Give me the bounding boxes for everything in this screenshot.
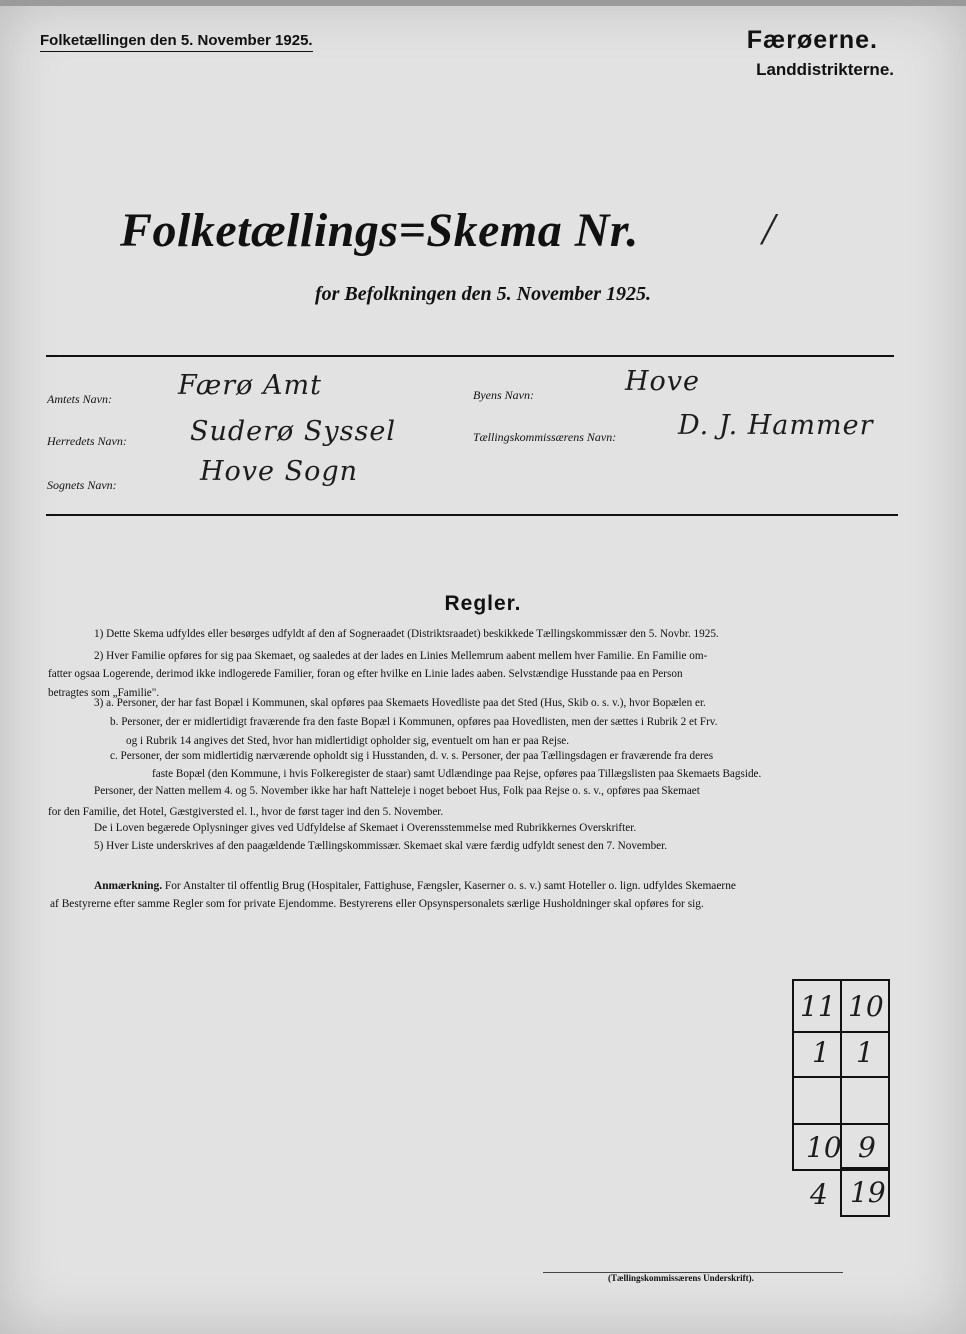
district-header: Landdistrikterne. — [756, 60, 894, 79]
herred-label: Herredets Navn: — [47, 434, 127, 448]
census-date-header: Folketællingen den 5. November 1925. — [40, 32, 313, 52]
tally-divider — [792, 1123, 888, 1125]
tally-cell: 9 — [858, 1131, 876, 1164]
regel-line: for den Familie, det Hotel, Gæstgiversted el. l., hvor de først tager ind den 5. November. — [48, 806, 444, 818]
regel-line: 1) Dette Skema udfyldes eller besørges udfyldt af den af Sogneraadet (Distriktsraadet) beskikkede Tællingskommissær den 5. Novbr. 1925. — [94, 628, 719, 640]
sogn-value: Hove Sogn — [200, 456, 359, 487]
regel-line: og i Rubrik 14 angives det Sted, hvor han midlertidigt opholder sig, eventuelt om han er paa Rejse. — [126, 735, 570, 747]
regel-line: fatter ogsaa Logerende, derimod ikke indlogerede Familier, foran og efter hvilke en Linie lades aaben. Selvstændige Husstande paa en Person — [48, 668, 683, 680]
tally-cell: 1 — [812, 1036, 830, 1069]
regel-line: 2) Hver Familie opføres for sig paa Skemaet, og saaledes at der lades en Linies Mellemrum aabent mellem hver Familie. En Familie om- — [94, 650, 708, 662]
tally-cell: 19 — [850, 1176, 886, 1209]
form-title: Folketællings=Skema Nr. — [120, 204, 639, 257]
regel-line: 3) a. Personer, der har fast Bopæl i Kommunen, skal opføres paa Skemaets Hovedliste paa det Sted (Hus, Skib o. s. v.), hvor Bopælen er. — [94, 697, 706, 709]
tally-cell: 11 — [800, 990, 836, 1023]
tally-cell: 10 — [848, 990, 884, 1023]
herred-value: Suderø Syssel — [190, 416, 396, 447]
tally-cell: 10 — [806, 1131, 842, 1164]
amt-label: Amtets Navn: — [47, 392, 112, 406]
anmaerkning-text-1: For Anstalter til offentlig Brug (Hospitaler, Fattighuse, Fængsler, Kaserner o. s. v.) samt Hoteller o. lign. udfyldes Skemaerne — [164, 880, 736, 892]
scan-top-edge — [0, 0, 966, 6]
bottom-rule — [46, 514, 898, 516]
tally-cell: 4 — [810, 1178, 828, 1211]
sogn-label: Sognets Navn: — [47, 478, 117, 492]
anmaerkning-line-1 — [94, 880, 736, 892]
by-label: Byens Navn: — [473, 388, 534, 402]
regel-line: betragtes som „Familie". — [48, 687, 160, 699]
region-header: Færøerne. — [746, 26, 878, 54]
form-subtitle: for Befolkningen den 5. November 1925. — [314, 283, 652, 305]
regel-line: b. Personer, der er midlertidigt fraværende fra den faste Bopæl i Kommunen, opføres paa Hovedlisten, men der sættes i Rubrik 2 et Frv. — [110, 716, 718, 728]
regel-line: Personer, der Natten mellem 4. og 5. November ikke har haft Natteleje i noget beboet Hus, Folk paa Rejse o. s. v., opføres paa Skemaet — [94, 785, 700, 797]
tally-divider — [792, 1031, 888, 1033]
top-rule — [46, 355, 894, 357]
anmaerkning-line-2: af Bestyrerne efter samme Regler som for private Ejendomme. Bestyrerens eller Opsynspersonalets særlige Husholdninger skal opføres for sig. — [50, 898, 704, 910]
regel-line: De i Loven begærede Oplysninger gives ved Udfyldelse af Skemaet i Overensstemmelse med Rubrikkernes Overskrifter. — [94, 822, 637, 834]
regel-line: 5) Hver Liste underskrives af den paagældende Tællingskommissær. Skemaet skal være færdig udfyldt senest den 7. November. — [94, 840, 668, 852]
form-number-handwritten: / — [762, 203, 775, 254]
tally-cell: 1 — [856, 1036, 874, 1069]
amt-value: Færø Amt — [178, 370, 322, 401]
kommissaer-value: D. J. Hammer — [678, 410, 874, 441]
regel-line: c. Personer, der som midlertidig nærværende opholdt sig i Husstanden, d. v. s. Personer, der paa Tællingsdagen er fraværende fra deres — [110, 750, 714, 762]
signature-label: (Tællingskommissærens Underskrift). — [608, 1273, 754, 1283]
by-value: Hove — [625, 366, 701, 397]
regel-line: faste Bopæl (den Kommune, i hvis Folkeregister de staar) samt Udlændinge paa Rejse, opføres paa Tillægslisten paa Skemaets Bagside. — [152, 768, 762, 780]
regler-title: Regler. — [444, 592, 522, 615]
tally-divider — [792, 1076, 888, 1078]
kommissaer-label: Tællingskommissærens Navn: — [473, 430, 617, 444]
anmaerkning-label: Anmærkning. — [94, 880, 163, 892]
